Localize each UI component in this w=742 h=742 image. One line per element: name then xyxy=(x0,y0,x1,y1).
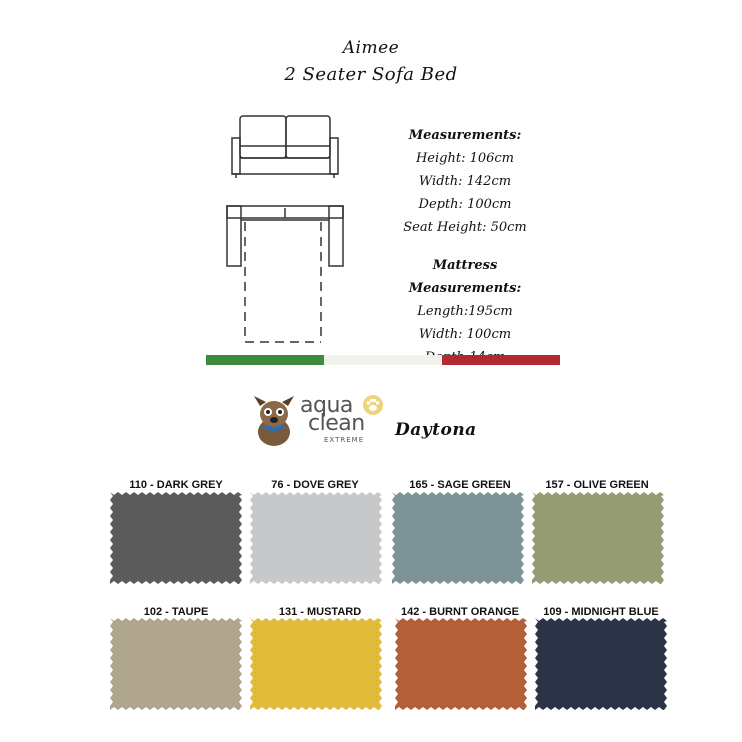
swatch-label: 142 - BURNT ORANGE xyxy=(401,606,519,618)
brand-line-extreme: EXTREME xyxy=(324,436,365,444)
measurement-depth: Depth: 100cm xyxy=(418,197,512,212)
brand-line-aqua: aqua xyxy=(300,393,353,418)
measurement-width: Width: 142cm xyxy=(418,174,512,189)
mattress-block xyxy=(375,254,555,369)
mattress-length: Length:195cm xyxy=(417,304,513,319)
paw-icon xyxy=(362,394,384,416)
fabric-swatch[interactable] xyxy=(110,492,242,584)
mattress-width: Width: 100cm xyxy=(418,327,512,342)
fabric-swatch[interactable] xyxy=(535,618,667,710)
measurement-height: Height: 106cm xyxy=(415,151,515,166)
measurement-seat-height: Seat Height: 50cm xyxy=(403,220,527,235)
sofa-front-view xyxy=(232,116,338,178)
dog-mascot-icon xyxy=(250,392,298,448)
swatch-label: 165 - SAGE GREEN xyxy=(409,479,511,491)
measurements-heading: Measurements: xyxy=(408,128,522,143)
mattress-heading: Mattress Measurements: xyxy=(408,258,522,296)
swatch-label: 131 - MUSTARD xyxy=(278,606,362,618)
flag-stripe-red xyxy=(442,355,560,365)
sofa-bed-diagram xyxy=(222,110,352,345)
fabric-swatch[interactable] xyxy=(532,492,664,584)
flag-stripe-white xyxy=(324,355,442,365)
flag-stripe-green xyxy=(206,355,324,365)
fabric-swatch[interactable] xyxy=(110,618,242,710)
fabric-swatch[interactable] xyxy=(392,492,524,584)
fabric-swatch[interactable] xyxy=(395,618,527,710)
product-type: 2 Seater Sofa Bed xyxy=(284,64,458,85)
swatch-label: 109 - MIDNIGHT BLUE xyxy=(543,606,659,618)
swatch-label: 102 - TAUPE xyxy=(143,606,209,618)
brand-line-clean: clean xyxy=(308,411,365,436)
swatch-label: 76 - DOVE GREY xyxy=(271,479,359,491)
mattress-extension xyxy=(245,222,321,342)
swatch-label: 157 - OLIVE GREEN xyxy=(545,479,649,491)
fabric-swatch[interactable] xyxy=(250,492,382,584)
fabric-swatch[interactable] xyxy=(250,618,382,710)
measurements-block xyxy=(385,124,545,239)
product-model: Aimee xyxy=(342,38,400,58)
fabric-name: Daytona xyxy=(395,420,477,440)
swatch-label: 110 - DARK GREY xyxy=(129,479,223,491)
